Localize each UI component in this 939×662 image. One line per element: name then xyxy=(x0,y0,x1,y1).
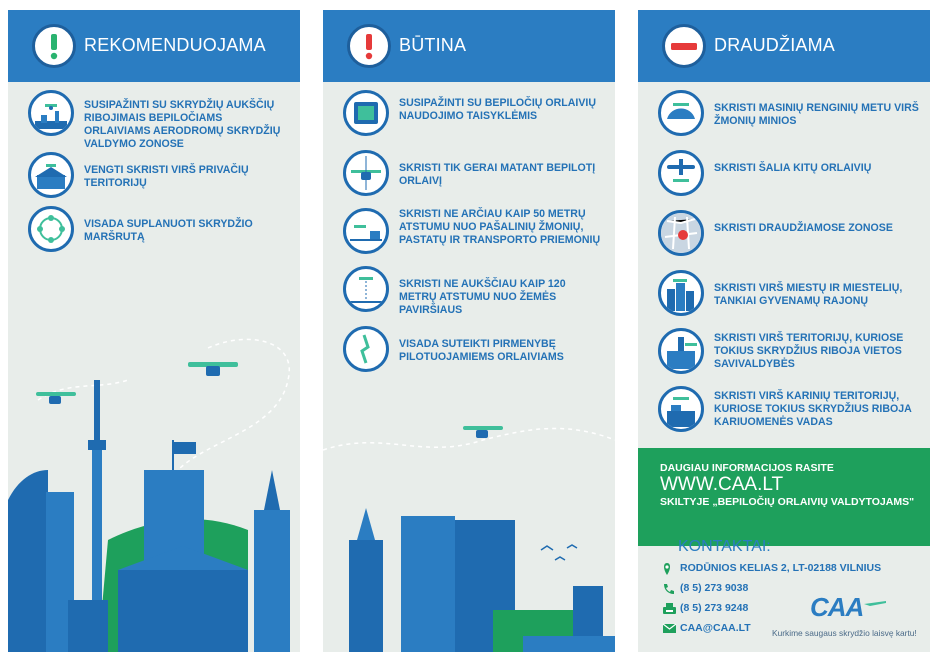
military-area-icon xyxy=(658,386,704,432)
crowd-event-icon xyxy=(658,90,704,136)
mandatory-header xyxy=(323,10,615,82)
item-text: SKRISTI ŠALIA KITŲ ORLAIVIŲ xyxy=(714,162,872,174)
priority-icon xyxy=(343,326,389,372)
recommended-panel xyxy=(8,10,300,652)
forbidden-panel xyxy=(638,10,930,448)
item-text: SKRISTI VIRŠ MIESTŲ IR MIESTELIŲ, TANKIAI GYVENAMŲ RAJONŲ xyxy=(714,282,903,307)
minus-red-icon xyxy=(662,24,706,68)
email-text[interactable]: CAA@CAA.LT xyxy=(680,622,751,634)
city-skyline-illustration xyxy=(323,390,615,652)
aircraft-icon xyxy=(658,150,704,196)
mandatory-title: BŪTINA xyxy=(399,35,467,55)
forbidden-header xyxy=(638,10,930,82)
rulebook-icon xyxy=(343,90,389,136)
recommended-header xyxy=(8,10,300,82)
city-icon xyxy=(658,270,704,316)
exclamation-green-icon xyxy=(32,24,76,68)
address-text: RODŪNIOS KELIAS 2, LT-02188 VILNIUS xyxy=(680,562,882,574)
municipality-icon xyxy=(658,328,704,374)
info-line: DAUGIAU INFORMACIJOS RASITE xyxy=(660,462,834,474)
recommended-title: REKOMENDUOJAMA xyxy=(84,35,266,55)
item-text: SUSIPAŽINTI SU SKRYDŽIŲ AUKŠČIŲ RIBOJIMAIS BEPILOČIAMS ORLAIVIAMS AERODROMŲ SKRYDŽIŲ VALDYMO ZONOSE xyxy=(84,99,281,150)
item-text: SKRISTI VIRŠ TERITORIJŲ, KURIOSE TOKIUS SKRYDŽIUS RIBOJA VIETOS SAVIVALDYBĖS xyxy=(714,332,904,370)
item-text: VISADA SUTEIKTI PIRMENYBĘ PILOTUOJAMIEMS ORLAIVIAMS xyxy=(399,338,564,363)
logo-slogan: Kurkime saugaus skrydžio laisvę kartu! xyxy=(772,628,917,638)
item-text: SKRISTI MASINIŲ RENGINIŲ METU VIRŠ ŽMONIŲ MINIOS xyxy=(714,102,919,127)
caa-logo: CAA xyxy=(810,592,864,622)
airport-drone-icon xyxy=(28,90,74,136)
route-icon xyxy=(28,206,74,252)
phone-icon xyxy=(662,582,678,596)
item-text: SKRISTI NE AUKŠČIAU KAIP 120 METRŲ ATSTUMU NUO ŽEMĖS PAVIRŠIAUS xyxy=(399,278,566,316)
item-text: VISADA SUPLANUOTI SKRYDŽIO MARŠRUTĄ xyxy=(84,218,253,243)
mandatory-panel xyxy=(323,10,615,652)
location-pin-icon xyxy=(662,562,678,576)
contacts-title: KONTAKTAI: xyxy=(678,538,771,555)
item-text: SKRISTI DRAUDŽIAMOSE ZONOSE xyxy=(714,222,893,234)
exclamation-red-icon xyxy=(347,24,391,68)
phone-text: (8 5) 273 9038 xyxy=(680,582,749,594)
more-info-banner xyxy=(638,448,930,546)
forbidden-title: DRAUDŽIAMA xyxy=(714,35,836,55)
plane-logo-icon xyxy=(864,598,886,610)
height-120m-icon xyxy=(343,266,389,312)
contacts-section xyxy=(638,538,930,652)
fax-icon xyxy=(662,602,678,616)
map-zone-icon xyxy=(658,210,704,256)
item-text: SKRISTI TIK GERAI MATANT BEPILOTĮ ORLAIVĮ xyxy=(399,162,596,187)
item-text: SKRISTI VIRŠ KARINIŲ TERITORIJŲ, KURIOSE TOKIUS SKRYDŽIUS RIBOJA KARIUOMENĖS VADAS xyxy=(714,390,912,428)
private-house-icon xyxy=(28,152,74,198)
item-text: SKRISTI NE ARČIAU KAIP 50 METRŲ ATSTUMU NUO PAŠALINIŲ ŽMONIŲ, PASTATŲ IR TRANSPORTO PRIEMONIŲ xyxy=(399,208,601,246)
envelope-icon xyxy=(662,622,678,636)
drone-visual-icon xyxy=(343,150,389,196)
item-text: VENGTI SKRISTI VIRŠ PRIVAČIŲ TERITORIJŲ xyxy=(84,164,249,189)
item-text: SUSIPAŽINTI SU BEPILOČIŲ ORLAIVIŲ NAUDOJIMO TAISYKLĖMIS xyxy=(399,97,596,122)
info-url[interactable]: WWW.CAA.LT xyxy=(660,474,784,495)
distance-50m-icon xyxy=(343,208,389,254)
vilnius-skyline-illustration xyxy=(8,320,300,652)
info-section: SKILTYJE „BEPILOČIŲ ORLAIVIŲ VALDYTOJAMS" xyxy=(660,496,915,508)
fax-text: (8 5) 273 9248 xyxy=(680,602,749,614)
